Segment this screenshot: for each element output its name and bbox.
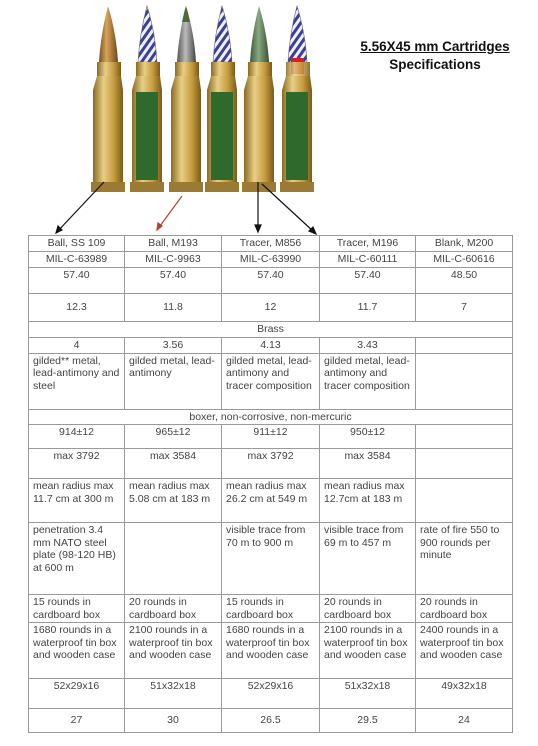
dispersion-cell: mean radius max 12.7cm at 183 m — [320, 479, 416, 523]
performance-cell: rate of fire 550 to 900 rounds per minute — [416, 523, 513, 595]
row-cartridge-names — [29, 236, 513, 252]
cartridge-m196 — [242, 6, 276, 192]
bullet-weight-cell: 3.56 — [125, 338, 222, 354]
bullet-material-cell: gilded metal, lead-antimony and tracer composition — [320, 353, 416, 409]
dispersion-cell: mean radius max 11.7 cm at 300 m — [29, 479, 125, 523]
bullet-weight-cell — [416, 338, 513, 354]
row-chamber-pressure — [29, 449, 513, 479]
velocity-cell: 950±12 — [320, 425, 416, 449]
row-cartridge-weight — [29, 294, 513, 322]
boxing-cell: 1680 rounds in a waterproof tin box and wooden case — [222, 623, 320, 679]
row-primer — [29, 409, 513, 425]
header-cell: Blank, M200 — [416, 236, 513, 252]
case-material-cell: Brass — [29, 322, 513, 338]
packing-cell: 20 rounds in cardboard box — [416, 595, 513, 623]
row-performance — [29, 523, 513, 595]
row-bullet-material — [29, 353, 513, 409]
row-case-material — [29, 322, 513, 338]
specifications-table — [28, 235, 513, 733]
case-weight-cell: 27 — [29, 709, 125, 733]
pressure-cell: max 3584 — [125, 449, 222, 479]
bullet-material-cell — [416, 353, 513, 409]
weight-cell: 12 — [222, 294, 320, 322]
spec-cell: MIL-C-63990 — [222, 252, 320, 268]
velocity-cell: 965±12 — [125, 425, 222, 449]
cartridge-m193 — [130, 6, 164, 192]
velocity-cell: 911±12 — [222, 425, 320, 449]
header-cell: Tracer, M196 — [320, 236, 416, 252]
pressure-cell: max 3792 — [222, 449, 320, 479]
performance-cell — [125, 523, 222, 595]
cartridge-m856 — [169, 6, 203, 192]
primer-cell: boxer, non-corrosive, non-mercuric — [29, 409, 513, 425]
header-cell: Ball, M193 — [125, 236, 222, 252]
spec-cell: MIL-C-60111 — [320, 252, 416, 268]
bullet-weight-cell: 3.43 — [320, 338, 416, 354]
weight-cell: 12.3 — [29, 294, 125, 322]
row-specification — [29, 252, 513, 268]
bullet-material-cell: gilded metal, lead-antimony and tracer composition — [222, 353, 320, 409]
cartridges-illustration — [0, 0, 538, 240]
title-line-2: Specifications — [389, 57, 481, 72]
pressure-cell: max 3584 — [320, 449, 416, 479]
bullet-weight-cell: 4 — [29, 338, 125, 354]
bullet-weight-cell: 4.13 — [222, 338, 320, 354]
dispersion-cell: mean radius max 5.08 cm at 183 m — [125, 479, 222, 523]
packing-cell: 15 rounds in cardboard box — [29, 595, 125, 623]
row-case-weight — [29, 709, 513, 733]
spec-cell: MIL-C-60616 — [416, 252, 513, 268]
case-weight-cell: 24 — [416, 709, 513, 733]
cartridge-ss109 — [91, 6, 125, 192]
dimensions-cell: 52x29x16 — [29, 679, 125, 709]
performance-cell: visible trace from 69 m to 457 m — [320, 523, 416, 595]
performance-cell: visible trace from 70 m to 900 m — [222, 523, 320, 595]
boxing-cell: 2100 rounds in a waterproof tin box and wooden case — [125, 623, 222, 679]
velocity-cell: 914±12 — [29, 425, 125, 449]
weight-cell: 11.8 — [125, 294, 222, 322]
spec-cell: MIL-C-9963 — [125, 252, 222, 268]
boxing-cell: 2100 rounds in a waterproof tin box and wooden case — [320, 623, 416, 679]
header-cell: Tracer, M856 — [222, 236, 320, 252]
packing-cell: 20 rounds in cardboard box — [125, 595, 222, 623]
length-cell: 57.40 — [29, 268, 125, 294]
performance-cell: penetration 3.4 mm NATO steel plate (98-120 HB) at 600 m — [29, 523, 125, 595]
weight-cell: 11.7 — [320, 294, 416, 322]
row-boxing — [29, 623, 513, 679]
case-weight-cell: 30 — [125, 709, 222, 733]
pressure-cell — [416, 449, 513, 479]
boxing-cell: 1680 rounds in a waterproof tin box and wooden case — [29, 623, 125, 679]
packing-cell: 15 rounds in cardboard box — [222, 595, 320, 623]
title-line-1: 5.56X45 mm Cartridges — [360, 39, 510, 54]
velocity-cell — [416, 425, 513, 449]
row-dispersion — [29, 479, 513, 523]
dimensions-cell: 51x32x18 — [125, 679, 222, 709]
dimensions-cell: 49x32x18 — [416, 679, 513, 709]
dispersion-cell — [416, 479, 513, 523]
length-cell: 57.40 — [125, 268, 222, 294]
row-muzzle-velocity — [29, 425, 513, 449]
weight-cell: 7 — [416, 294, 513, 322]
case-weight-cell: 29.5 — [320, 709, 416, 733]
dimensions-cell: 51x32x18 — [320, 679, 416, 709]
bullet-material-cell: gilded** metal, lead-antimony and steel — [29, 353, 125, 409]
header-cell: Ball, SS 109 — [29, 236, 125, 252]
pressure-cell: max 3792 — [29, 449, 125, 479]
dimensions-cell: 52x29x16 — [222, 679, 320, 709]
length-cell: 57.40 — [320, 268, 416, 294]
row-packing — [29, 595, 513, 623]
length-cell: 48.50 — [416, 268, 513, 294]
spec-cell: MIL-C-63989 — [29, 252, 125, 268]
row-box-dimensions — [29, 679, 513, 709]
boxing-cell: 2400 rounds in a waterproof tin box and wooden case — [416, 623, 513, 679]
packing-cell: 20 rounds in cardboard box — [320, 595, 416, 623]
row-cartridge-length — [29, 268, 513, 294]
cartridge-tracer-cutaway — [280, 6, 314, 192]
cartridge-m856-cutaway — [205, 6, 239, 192]
row-bullet-weight — [29, 338, 513, 354]
bullet-material-cell: gilded metal, lead-antimony — [125, 353, 222, 409]
length-cell: 57.40 — [222, 268, 320, 294]
dispersion-cell: mean radius max 26.2 cm at 549 m — [222, 479, 320, 523]
case-weight-cell: 26.5 — [222, 709, 320, 733]
